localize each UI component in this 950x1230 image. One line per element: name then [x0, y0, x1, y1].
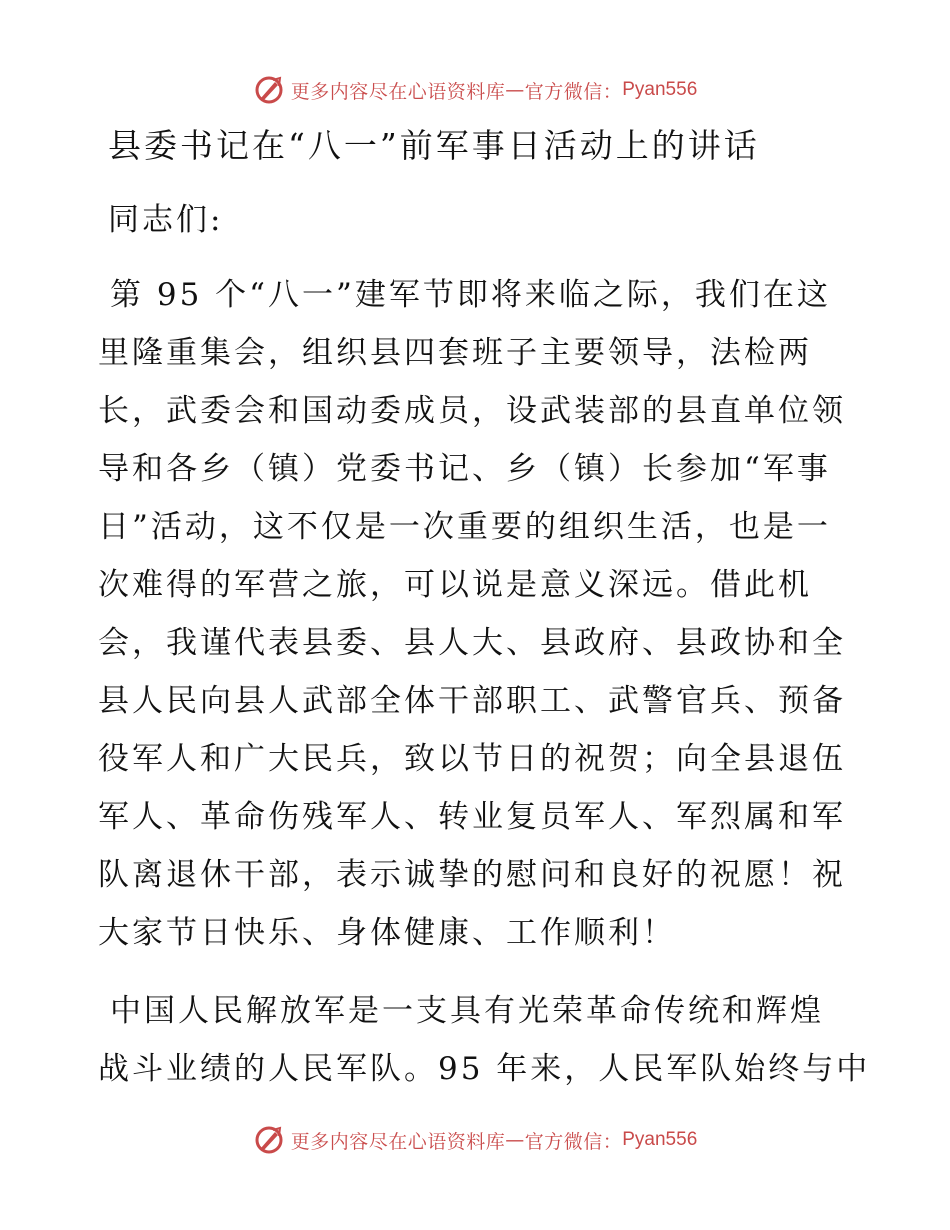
watermark-handle: Pyan556: [622, 79, 698, 100]
paragraph-1: [98, 266, 858, 962]
header-watermark: [0, 70, 950, 110]
paragraph-line: 大家节日快乐、身体健康、工作顺利！: [98, 915, 676, 951]
watermark-dash: —: [505, 1129, 525, 1151]
paragraph-line: 日”活动，这不仅是一次重要的组织生活，也是一: [98, 509, 831, 545]
paragraph-line: 队离退休干部，表示诚挚的慰问和良好的祝愿！祝: [98, 857, 846, 893]
quill-logo-icon: [253, 1124, 285, 1156]
watermark-dash: —: [505, 79, 525, 101]
paragraph-line: 里隆重集会，组织县四套班子主要领导，法检两: [98, 335, 812, 371]
watermark-official: 官方微信：: [524, 80, 623, 103]
watermark-text: 更多内容尽在心语资料库: [290, 80, 506, 103]
paragraph-line: 第 95 个“八一”建军节即将来临之际，我们在这: [110, 277, 831, 313]
quill-logo-icon: [253, 74, 285, 106]
paragraph-line: 县人民向县人武部全体干部职工、武警官兵、预备: [98, 683, 846, 719]
watermark-handle: Pyan556: [622, 1129, 698, 1150]
watermark-text: 更多内容尽在心语资料库: [290, 1130, 506, 1153]
watermark-official: 官方微信：: [524, 1130, 623, 1153]
paragraph-line: 导和各乡（镇）党委书记、乡（镇）长参加“军事: [98, 451, 831, 487]
paragraph-line: 长，武委会和国动委成员，设武装部的县直单位领: [98, 393, 846, 429]
paragraph-line: 中国人民解放军是一支具有光荣革命传统和辉煌: [110, 993, 824, 1029]
footer-watermark: [0, 1120, 950, 1160]
document-title: 县委书记在“八一”前军事日活动上的讲话: [108, 126, 760, 165]
paragraph-line: 役军人和广大民兵，致以节日的祝贺；向全县退伍: [98, 741, 846, 777]
paragraph-line: 战斗业绩的人民军队。95 年来，人民军队始终与中: [98, 1051, 871, 1087]
paragraph-line: 军人、革命伤残军人、转业复员军人、军烈属和军: [98, 799, 846, 835]
paragraph-line: 次难得的军营之旅，可以说是意义深远。借此机: [98, 567, 812, 603]
salutation: 同志们:: [108, 202, 224, 238]
paragraph-line: 会，我谨代表县委、县人大、县政府、县政协和全: [98, 625, 846, 661]
paragraph-2: [98, 982, 871, 1098]
